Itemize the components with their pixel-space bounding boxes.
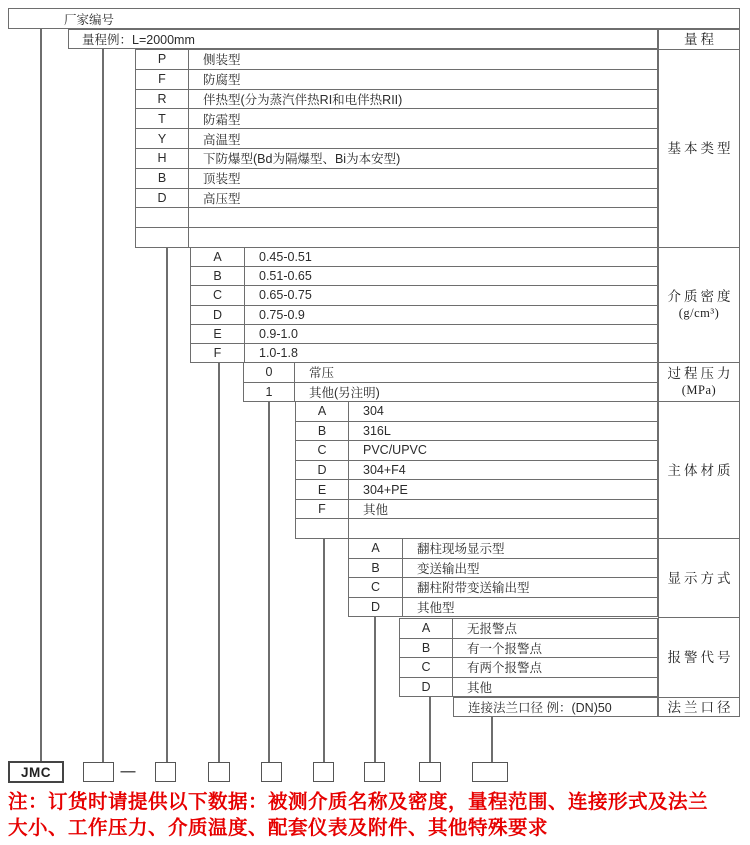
ordering-note-line1: 注：订货时请提供以下数据：被测介质名称及密度，量程范围、连接形式及法兰 — [8, 791, 709, 813]
table-row — [296, 460, 657, 480]
dropline-basic — [166, 247, 168, 763]
table-row — [136, 89, 657, 109]
table-row — [191, 305, 657, 324]
side-label-density: 介质密度 (g/cm³) — [658, 247, 740, 363]
dropline-range — [102, 48, 104, 763]
code-cell: Y — [136, 129, 189, 148]
code-box-range — [83, 762, 114, 782]
code-cell: 0 — [244, 363, 295, 382]
table-row — [136, 128, 657, 148]
model-prefix-box — [8, 761, 64, 783]
table-row — [136, 207, 657, 227]
description-cell: 变送输出型 — [417, 561, 480, 576]
code-cell: P — [136, 50, 189, 69]
table-row — [349, 597, 657, 617]
code-cell — [136, 228, 189, 247]
description-cell — [349, 519, 657, 538]
code-cell: C — [191, 286, 245, 304]
description-cell — [189, 208, 657, 227]
dropline-display — [374, 616, 376, 763]
code-box-alarm — [419, 762, 441, 782]
code-cell: D — [296, 461, 349, 480]
description-cell: 常压 — [309, 366, 335, 381]
code-cell: E — [296, 480, 349, 499]
code-box-material — [313, 762, 334, 782]
side-label-flange: 法兰口径 — [658, 697, 740, 717]
basic-type-table — [135, 49, 658, 248]
table-row — [136, 168, 657, 188]
dash-separator: — — [120, 762, 136, 780]
code-cell: D — [400, 678, 453, 697]
description-cell: 0.75-0.9 — [259, 307, 305, 322]
table-row — [296, 499, 657, 519]
code-cell: 1 — [244, 383, 295, 402]
description-cell: 防霜型 — [203, 112, 241, 127]
table-row — [136, 227, 657, 247]
code-cell: F — [296, 500, 349, 519]
table-row — [400, 677, 657, 697]
description-cell: 其他 — [363, 503, 389, 518]
code-cell: C — [349, 578, 403, 597]
table-row — [349, 558, 657, 578]
code-cell: B — [349, 559, 403, 578]
side-label-display: 显示方式 — [658, 538, 740, 618]
table-row — [136, 69, 657, 89]
table-row — [296, 421, 657, 441]
description-cell: 1.0-1.8 — [259, 345, 298, 360]
code-cell: F — [136, 70, 189, 89]
description-cell: 其他型 — [417, 600, 455, 615]
code-cell: A — [349, 539, 403, 558]
description-cell: 高温型 — [203, 132, 241, 147]
code-box-pressure — [261, 762, 282, 782]
table-row — [191, 324, 657, 343]
table-row — [136, 108, 657, 128]
pressure-table — [243, 362, 658, 402]
side-label-basic-type: 基本类型 — [658, 49, 740, 248]
range-example-row — [68, 29, 658, 49]
table-row — [296, 440, 657, 460]
code-box-flange — [472, 762, 508, 782]
code-cell: B — [191, 267, 245, 285]
description-cell: 有两个报警点 — [467, 661, 543, 676]
vendor-code-label: 厂家编号 — [64, 12, 115, 27]
code-box-basic — [155, 762, 176, 782]
description-cell: 翻柱现场显示型 — [417, 542, 505, 557]
code-cell: T — [136, 109, 189, 128]
code-cell: H — [136, 149, 189, 168]
description-cell: PVC/UPVC — [363, 443, 427, 458]
model-prefix-label: JMC — [20, 764, 51, 780]
table-row — [349, 577, 657, 597]
code-cell: A — [296, 402, 349, 421]
table-row — [296, 402, 657, 421]
code-cell: A — [400, 619, 453, 638]
display-mode-table — [348, 538, 658, 617]
alarm-code-table — [399, 618, 658, 697]
code-cell — [296, 519, 349, 538]
side-label-alarm: 报警代号 — [658, 617, 740, 698]
description-cell: 0.51-0.65 — [259, 269, 312, 284]
description-cell: 其他(另注明) — [309, 385, 380, 400]
code-cell: C — [296, 441, 349, 460]
table-row — [136, 188, 657, 208]
table-row — [400, 619, 657, 638]
description-cell: 304+F4 — [363, 463, 406, 478]
table-row — [244, 382, 657, 402]
flange-size-label: 连接法兰口径 例：(DN)50 — [468, 701, 612, 715]
table-row — [191, 285, 657, 304]
table-row — [191, 343, 657, 362]
flange-size-row — [453, 697, 658, 717]
table-row — [191, 266, 657, 285]
code-cell: B — [136, 169, 189, 188]
dropline-vendor — [40, 28, 42, 763]
dropline-density — [218, 362, 220, 763]
table-row — [136, 148, 657, 168]
description-cell: 其他 — [467, 680, 493, 695]
dropline-flange — [491, 716, 493, 763]
side-label-range: 量程 — [658, 29, 740, 50]
material-table — [295, 401, 658, 539]
table-row — [349, 539, 657, 558]
code-cell — [136, 208, 189, 227]
table-row — [191, 248, 657, 266]
table-row — [400, 638, 657, 658]
description-cell: 316L — [363, 423, 391, 438]
table-row — [400, 657, 657, 677]
table-row — [244, 363, 657, 382]
side-label-material: 主体材质 — [658, 401, 740, 539]
description-cell: 无报警点 — [467, 622, 518, 637]
description-cell: 0.9-1.0 — [259, 326, 298, 341]
description-cell: 304+PE — [363, 482, 408, 497]
table-row — [296, 479, 657, 499]
dropline-alarm — [429, 697, 431, 763]
code-cell: R — [136, 90, 189, 109]
ordering-note-line2: 大小、工作压力、介质温度、配套仪表及附件、其他特殊要求 — [8, 817, 549, 839]
vendor-code-row — [8, 8, 740, 29]
code-box-density — [208, 762, 230, 782]
description-cell: 0.45-0.51 — [259, 250, 312, 265]
side-label-pressure: 过程压力 (MPa) — [658, 362, 740, 402]
code-cell: B — [296, 422, 349, 441]
description-cell: 侧装型 — [203, 53, 241, 68]
range-example-label: 量程例：L=2000mm — [82, 33, 195, 47]
dropline-material — [323, 538, 325, 763]
code-cell: B — [400, 639, 453, 658]
code-cell: A — [191, 248, 245, 266]
description-cell: 高压型 — [203, 191, 241, 206]
table-row — [136, 50, 657, 69]
description-cell: 304 — [363, 404, 384, 419]
dropline-pressure — [268, 401, 270, 763]
table-row — [296, 518, 657, 538]
code-box-display — [364, 762, 385, 782]
description-cell: 防腐型 — [203, 73, 241, 88]
code-cell: D — [136, 189, 189, 208]
code-cell: D — [349, 598, 403, 617]
description-cell: 伴热型(分为蒸汽伴热RI和电伴热RII) — [203, 92, 403, 107]
code-cell: C — [400, 658, 453, 677]
density-table — [190, 247, 658, 363]
description-cell: 翻柱附带变送输出型 — [417, 581, 530, 596]
ordering-note — [8, 789, 744, 841]
code-cell: E — [191, 325, 245, 343]
description-cell: 顶装型 — [203, 172, 241, 187]
code-cell: F — [191, 344, 245, 362]
code-cell: D — [191, 306, 245, 324]
description-cell: 0.65-0.75 — [259, 288, 312, 303]
description-cell — [189, 228, 657, 247]
description-cell: 有一个报警点 — [467, 641, 543, 656]
description-cell: 下防爆型(Bd为隔爆型、Bi为本安型) — [203, 152, 401, 167]
